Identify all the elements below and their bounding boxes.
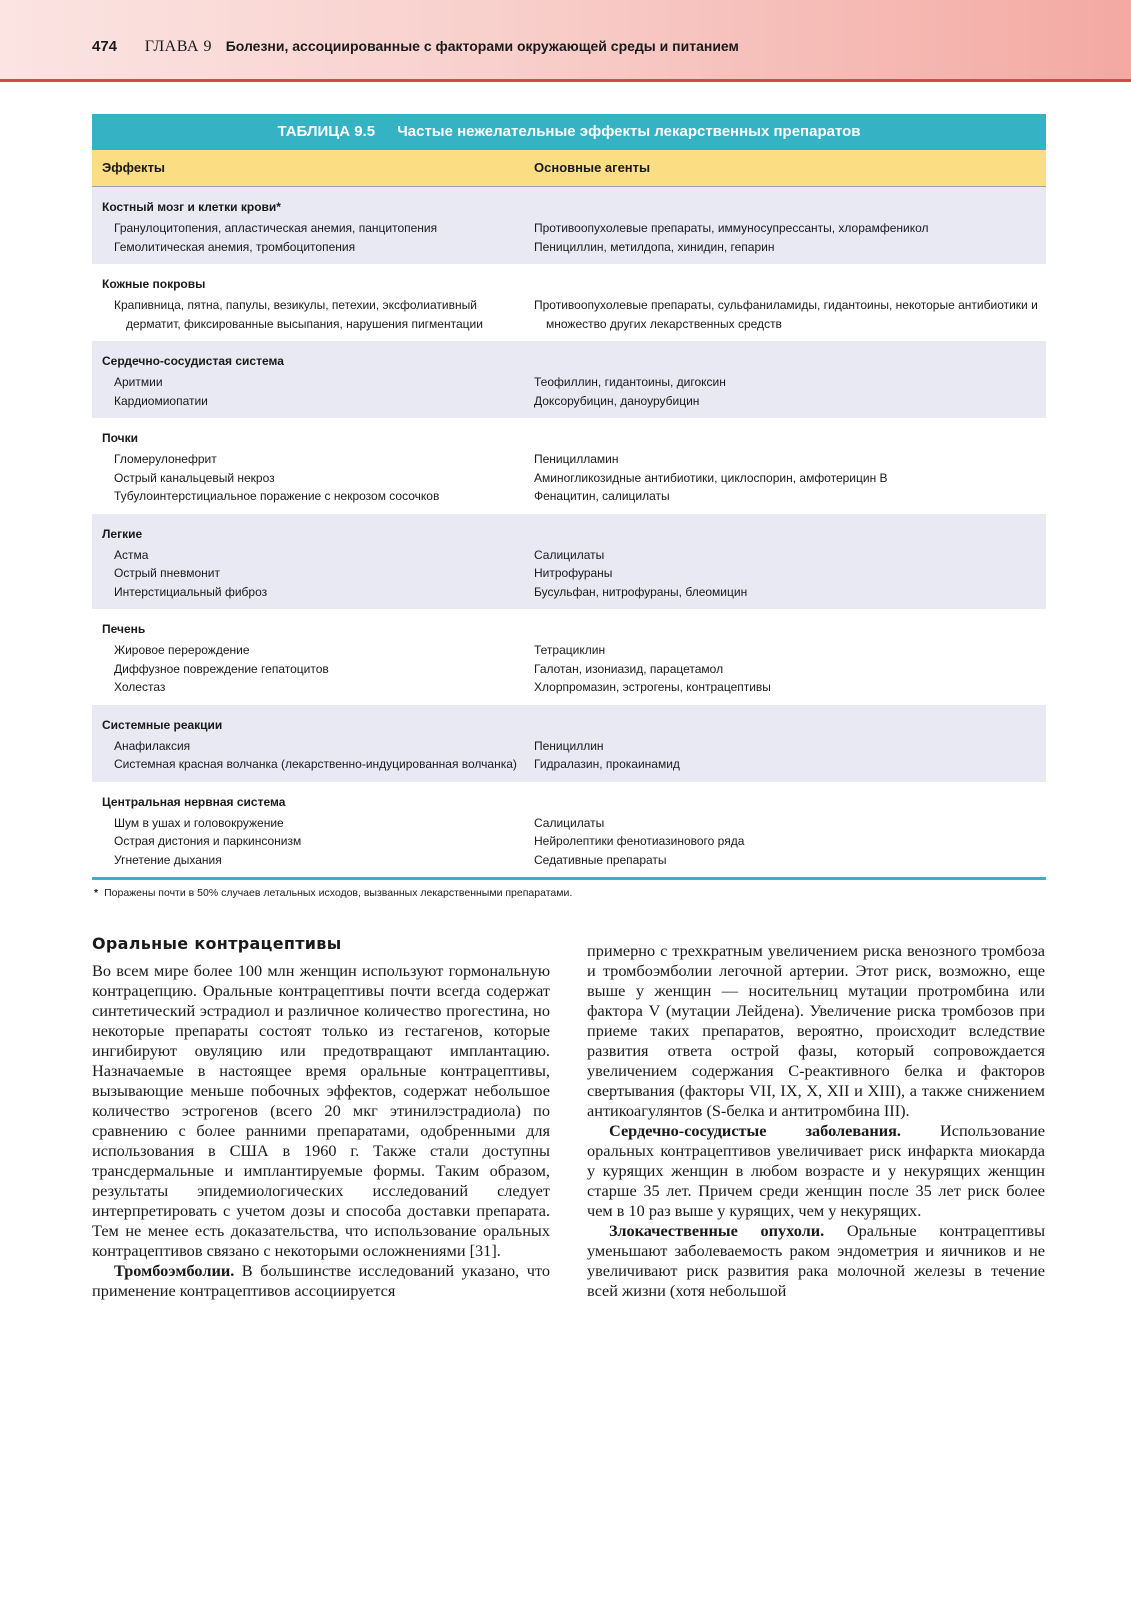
agent-text: Фенацитин, салицилаты [534,489,670,503]
agent-cell [534,238,1046,257]
agent-cell [534,755,1046,774]
agent-cell [534,546,1046,565]
table-row [92,546,1046,565]
paragraph-text: В большинстве исследований указано, что применение контрацептивов ассоциируется [92,1261,550,1300]
agent-text: Хлорпромазин, эстрогены, контрацептивы [534,680,771,694]
table-row [92,678,1046,697]
effect-cell [92,737,534,756]
group-title: Сердечно-сосудистая система [102,354,284,368]
table-number: ТАБЛИЦА 9.5 [277,123,376,140]
effect-cell [92,660,534,679]
agent-text: Пенициллин, метилдопа, хинидин, гепарин [534,239,775,254]
table-bottom-rule [92,877,1046,880]
table-group [92,705,1046,782]
agent-text: Салицилаты [534,815,605,830]
header-rule [0,79,1131,82]
effect-text: Тубулоинтерстициальное поражение с некрозом сосочков [114,489,440,503]
table-row [92,238,1046,257]
agent-text: Галотан, изониазид, парацетамол [534,661,724,676]
agent-text: Гидралазин, прокаинамид [534,757,680,771]
table-group [92,341,1046,418]
effect-cell [92,583,534,602]
effect-cell [92,469,534,488]
effect-cell [92,814,534,833]
agent-text: Пенициллин [534,738,604,753]
paragraph [587,1221,1045,1301]
agent-text: Противоопухолевые препараты, иммуносупрессанты, хлорамфеникол [534,221,929,235]
effect-cell [92,851,534,870]
table-row [92,832,1046,851]
agent-cell [534,660,1046,679]
agent-text: Теофиллин, гидантоины, дигоксин [534,375,726,389]
group-title: Кожные покровы [102,277,206,291]
agent-text: Противоопухолевые препараты, сульфаниламиды, гидантоины, некоторые антибиотики и множество других лекарственных средств [534,298,1038,331]
agent-cell [534,737,1046,756]
table-group [92,514,1046,610]
agent-cell [534,851,1046,870]
page-number: 474 [92,38,118,55]
effect-text: Острая дистония и паркинсонизм [114,834,302,848]
table-row [92,296,1046,333]
table-group [92,187,1046,264]
effect-text: Острый пневмонит [114,566,220,580]
effect-text: Анафилаксия [114,738,191,753]
effect-text: Системная красная волчанка (лекарственно-индуцированная волчанка) [114,757,517,771]
effect-cell [92,373,534,392]
agent-cell [534,487,1046,506]
table-row [92,219,1046,238]
agent-text: Доксорубицин, даноурубицин [534,393,700,408]
agent-cell [534,219,1046,238]
table-footnote [92,887,1046,899]
effect-text: Крапивница, пятна, папулы, везикулы, петехии, эксфолиативный дерматит, фиксированные высыпания, нарушения пигментации [114,298,483,331]
effect-text: Холестаз [114,680,166,694]
effect-cell [92,450,534,469]
effect-text: Диффузное повреждение гепатоцитов [114,661,329,676]
running-header [92,36,739,57]
footnote-text: Поражены почти в 50% случаев летальных исходов, вызванных лекарственными препаратами. [104,887,573,899]
group-title: Центральная нервная система [102,794,286,809]
table-row [92,737,1046,756]
paragraph-text: Оральные контрацептивы уменьшают заболеваемость раком эндометрия и яичников и не увеличивают риск развития рака молочной железы в течение всей жизни (хотя небольшой [587,1221,1046,1300]
left-text-column [92,961,550,1301]
effect-text: Гранулоцитопения, апластическая анемия, панцитопения [114,221,438,235]
group-title: Печень [102,622,146,636]
paragraph [587,1121,1045,1221]
chapter-title: Болезни, ассоциированные с факторами окружающей среды и питанием [225,38,739,54]
group-title: Почки [102,431,139,445]
agent-text: Бусульфан, нитрофураны, блеомицин [534,584,748,599]
effect-text: Кардиомиопатии [114,393,208,408]
effect-cell [92,832,534,851]
agent-cell [534,392,1046,411]
effect-cell [92,755,534,774]
table-group [92,609,1046,705]
table-body [92,187,1046,877]
agent-cell [534,564,1046,583]
effect-text: Гломерулонефрит [114,452,217,466]
agent-cell [534,373,1046,392]
paragraph-lead: Злокачественные опухоли. [609,1221,825,1240]
effect-text: Аритмии [114,375,163,389]
agent-cell [534,641,1046,660]
agent-cell [534,832,1046,851]
agent-text: Седативные препараты [534,852,667,867]
agent-text: Нитрофураны [534,566,613,580]
table-group [92,782,1046,878]
effect-cell [92,487,534,506]
column-header-effects: Эффекты [102,160,166,175]
paragraph-text: примерно с трехкратным увеличением риска венозного тромбоза и тромбоэмболии легочной артерии. Этот риск, возможно, еще выше у женщин — носительниц мутации протромбина или фактора V (мутации Лейдена). Увеличение риска тромбозов при приеме таких препаратов, вероятно, происходит вследствие развития ответа острой фазы, который сопровождается увеличением содержания С-реактивного белка и факторов свертывания (факторы VII, IX, X, XII и XIII), а также снижением антикоагулянтов (S-белка и антитромбина III). [587,941,1045,1120]
table-title-bar [92,114,1046,150]
group-title: Костный мозг и клетки крови* [102,200,281,214]
effect-cell [92,641,534,660]
paragraph-text: Во всем мире более 100 млн женщин используют гормональную контрацепцию. Оральные контрацептивы почти всегда содержат синтетический эстрадиол и различное количество прогестина, но некоторые препараты состоят только из гестагенов, которые ингибируют овуляцию или предотвращают имплантацию. Назначаемые в настоящее время оральные контрацептивы, вызывающие меньше побочных эффектов, содержат небольшое количество эстрогенов (всего 20 мкг этинилэстрадиола) по сравнению с более ранними препаратами, одобренными для использования в США в 1960 г. Также стали доступны трансдермальные и имплантируемые формы. Таким образом, результаты эпидемиологических исследований следует интерпретировать с учетом дозы и способа доставки препарата. Тем не менее есть доказательства, что использование оральных контрацептивов связано с некоторыми осложнениями [31]. [92,961,550,1260]
drug-effects-table [92,114,1046,899]
effect-text: Шум в ушах и головокружение [114,815,284,830]
agent-cell [534,296,1046,333]
agent-text: Аминогликозидные антибиотики, циклоспорин, амфотерицин В [534,470,888,485]
effect-text: Гемолитическая анемия, тромбоцитопения [114,239,356,254]
effect-cell [92,564,534,583]
table-group [92,264,1046,341]
table-row [92,487,1046,506]
agent-text: Салицилаты [534,547,605,562]
agent-cell [534,450,1046,469]
paragraph-text: Использование оральных контрацептивов увеличивает риск инфаркта миокарда у курящих женщин в любом возрасте и у некурящих женщин старше 35 лет. Причем среди женщин после 35 лет риск более чем в 10 раз выше у курящих, чем у некурящих. [587,1121,1045,1220]
agent-cell [534,814,1046,833]
effect-cell [92,392,534,411]
effect-cell [92,238,534,257]
agent-cell [534,469,1046,488]
table-row [92,564,1046,583]
table-header-row [92,150,1046,187]
table-title: Частые нежелательные эффекты лекарственных препаратов [397,123,861,140]
chapter-label: ГЛАВА 9 [144,38,212,55]
table-row [92,851,1046,870]
effect-cell [92,678,534,697]
effect-text: Жировое перерождение [114,643,250,657]
effect-cell [92,546,534,565]
group-title: Легкие [102,526,143,541]
right-text-column [587,941,1045,1301]
agent-text: Пеницилламин [534,452,619,466]
paragraph [587,941,1045,1121]
effect-text: Интерстициальный фиброз [114,584,268,599]
group-title: Системные реакции [102,717,223,732]
agent-cell [534,583,1046,602]
table-row [92,814,1046,833]
table-row [92,583,1046,602]
effect-text: Острый канальцевый некроз [114,470,275,485]
table-row [92,392,1046,411]
effect-text: Астма [114,547,149,562]
table-row [92,755,1046,774]
effect-cell [92,296,534,333]
effect-text: Угнетение дыхания [114,852,222,867]
table-row [92,373,1046,392]
paragraph-lead: Сердечно-сосудистые заболевания. [609,1121,901,1140]
table-row [92,641,1046,660]
agent-cell [534,678,1046,697]
paragraph [92,1261,550,1301]
table-group [92,418,1046,514]
table-row [92,450,1046,469]
paragraph [92,961,550,1261]
agent-text: Нейролептики фенотиазинового ряда [534,834,745,848]
footnote-mark: * [94,887,99,899]
column-header-agents: Основные агенты [534,160,651,175]
paragraph-lead: Тромбоэмболии. [114,1261,235,1280]
effect-cell [92,219,534,238]
section-heading: Оральные контрацептивы [92,934,342,953]
agent-text: Тетрациклин [534,643,606,657]
table-row [92,469,1046,488]
table-row [92,660,1046,679]
